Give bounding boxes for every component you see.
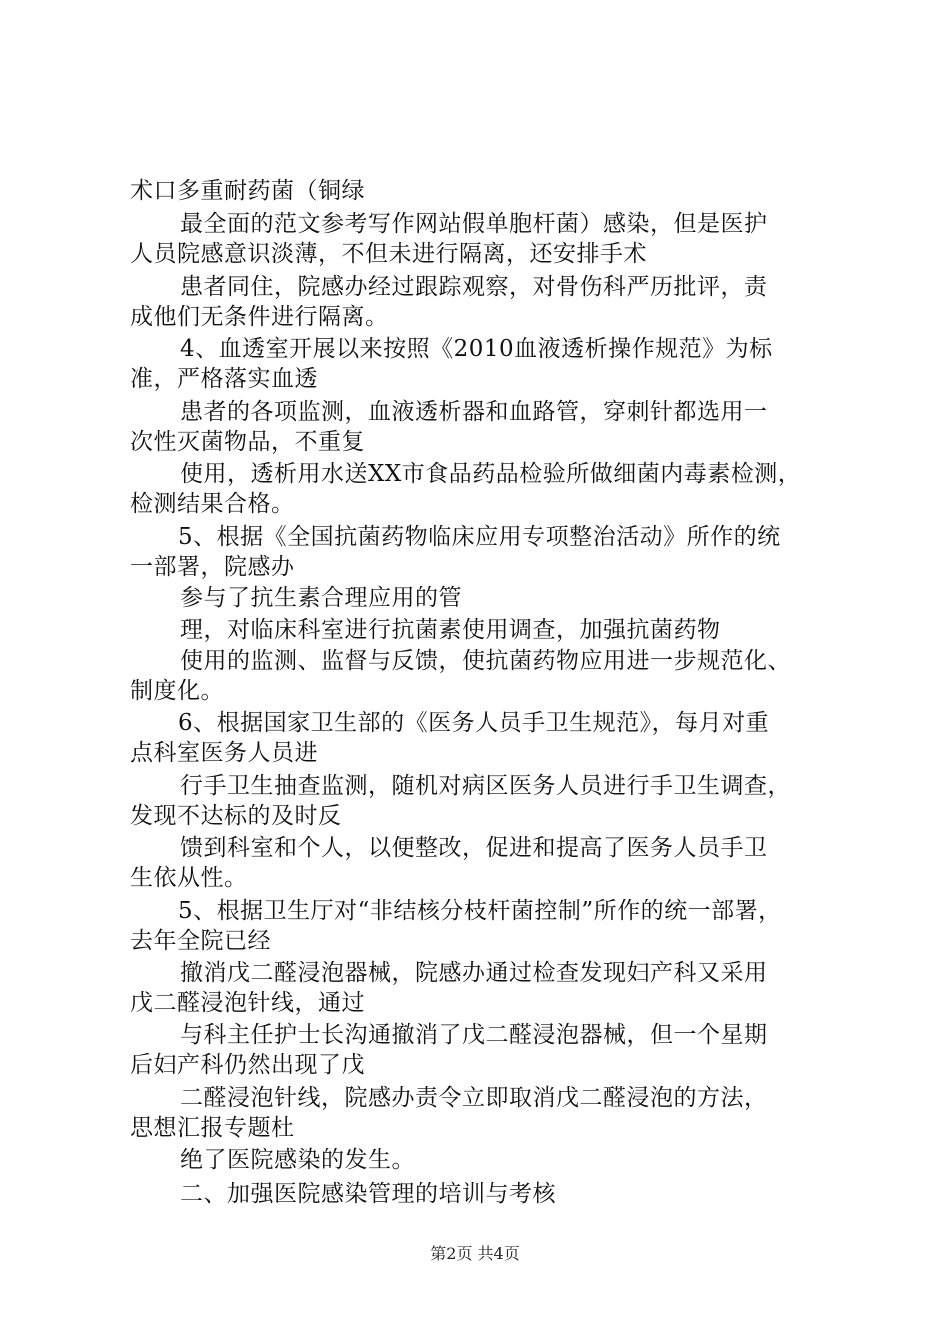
text-line: 思想汇报专题杜 [130, 1115, 295, 1141]
section-heading: 二、加强医院感染管理的培训与考核 [180, 1181, 556, 1207]
text-line: 行手卫生抽查监测，随机对病区医务人员进行手卫生调查， [180, 773, 791, 799]
text-line: 5、根据卫生厅对“非结核分枝杆菌控制”所作的统一部署， [178, 898, 782, 924]
text-line: 一部署，院感办 [130, 554, 295, 580]
text-line: 4、血透室开展以来按照《2010血液透析操作规范》为标 [180, 336, 773, 362]
text-line: 检测结果合格。 [130, 491, 295, 517]
text-line: 患者的各项监测，血液透析器和血路管，穿刺针都选用一 [180, 399, 768, 425]
text-line: 参与了抗生素合理应用的管 [180, 585, 462, 611]
text-line: 6、根据国家卫生部的《医务人员手卫生规范》，每月对重 [178, 710, 770, 736]
text-line: 最全面的范文参考写作网站假单胞杆菌）感染，但是医护 [180, 211, 768, 237]
text-line: 使用的监测、监督与反馈，使抗菌药物应用进一步规范化、 [180, 648, 791, 674]
text-line: 次性灭菌物品，不重复 [130, 429, 365, 455]
text-line: 与科主任护士长沟通撤消了戊二醛浸泡器械，但一个星期 [180, 1022, 768, 1048]
text-line: 生依从性。 [130, 865, 248, 891]
text-line: 点科室医务人员进 [130, 740, 318, 766]
text-line: 制度化。 [130, 678, 224, 704]
text-line: 使用，透析用水送XX市食品药品检验所做细菌内毒素检测， [180, 461, 802, 487]
text-line: 患者同住，院感办经过跟踪观察，对骨伤科严历批评，责 [180, 274, 768, 300]
text-line: 戊二醛浸泡针线，通过 [130, 990, 365, 1016]
text-line: 后妇产科仍然出现了戊 [130, 1052, 365, 1078]
text-line: 发现不达标的及时反 [130, 803, 342, 829]
text-line: 绝了医院感染的发生。 [180, 1147, 415, 1173]
page-number: 第2页 共4页 [430, 1244, 520, 1263]
text-line: 准，严格落实血透 [130, 366, 318, 392]
text-line: 二醛浸泡针线，院感办责令立即取消戊二醛浸泡的方法， [180, 1085, 768, 1111]
text-line: 理，对临床科室进行抗菌素使用调查，加强抗菌药物 [180, 617, 721, 643]
text-line: 成他们无条件进行隔离。 [130, 304, 389, 330]
text-line: 撤消戊二醛浸泡器械，院感办通过检查发现妇产科又采用 [180, 960, 768, 986]
text-line: 馈到科室和个人，以便整改，促进和提高了医务人员手卫 [180, 835, 768, 861]
text-line: 去年全院已经 [130, 928, 271, 954]
text-line: 人员院感意识淡薄，不但未进行隔离，还安排手术 [130, 241, 647, 267]
text-line: 5、根据《全国抗菌药物临床应用专项整治活动》所作的统 [178, 524, 781, 550]
text-line: 术口多重耐药菌（铜绿 [130, 178, 365, 204]
